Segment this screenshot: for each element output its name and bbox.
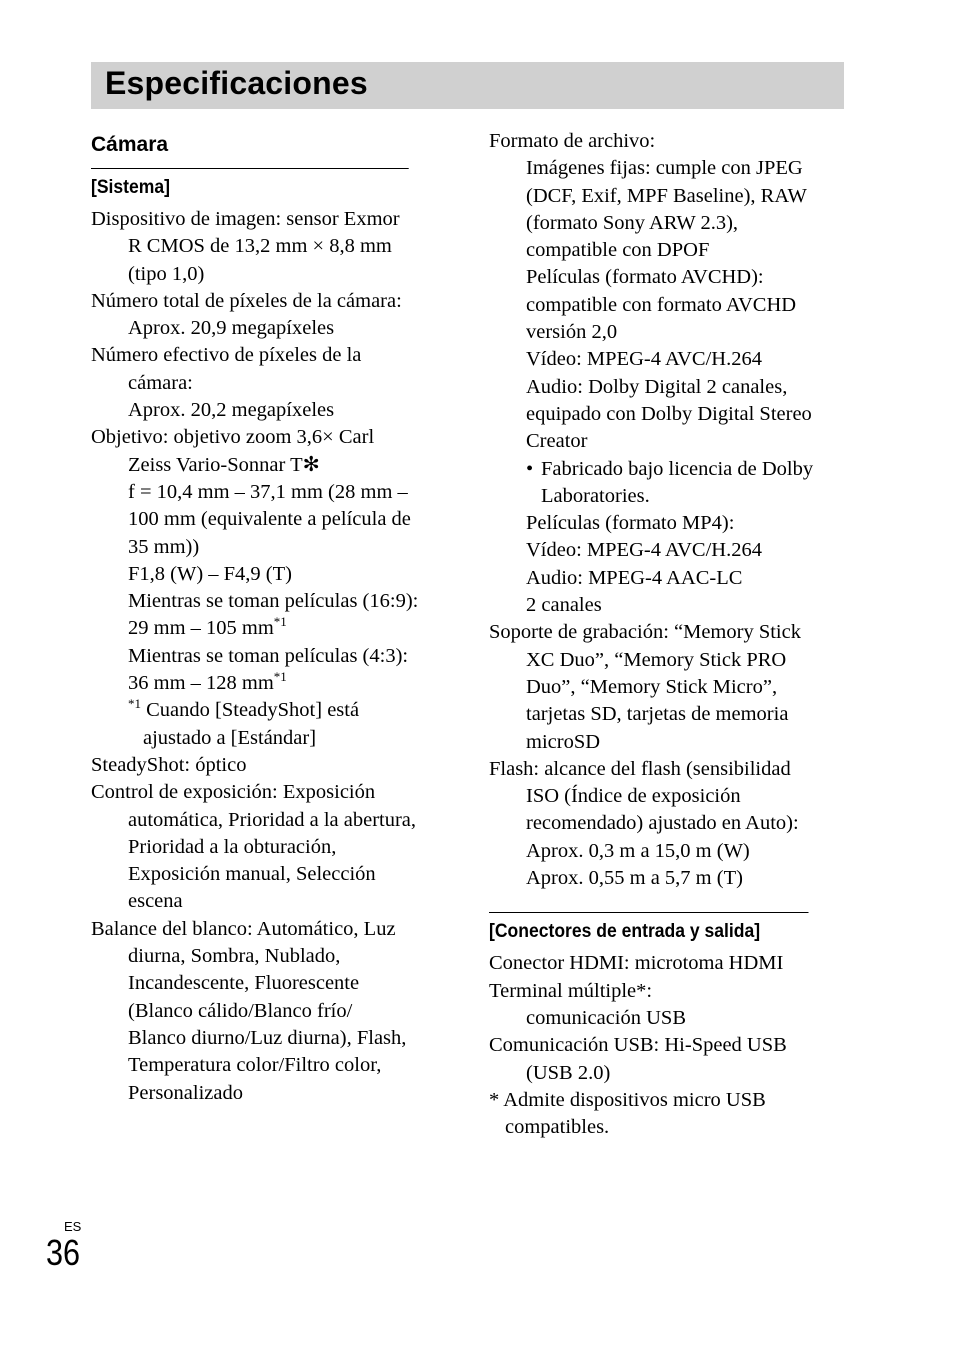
spec-text: comunicación USB	[526, 1006, 686, 1029]
spec-line	[489, 510, 844, 537]
spec-line	[489, 1060, 844, 1087]
spec-line	[489, 237, 844, 264]
spec-text: (formato Sony ARW 2.3),	[526, 211, 739, 234]
spec-text: Incandescente, Fluorescente	[128, 972, 360, 995]
spec-line	[489, 619, 844, 646]
spec-line	[91, 834, 444, 861]
spec-text: Cuando [SteadyShot] está	[141, 699, 360, 722]
spec-line	[91, 288, 444, 315]
spec-text: Vídeo: MPEG-4 AVC/H.264	[526, 348, 762, 371]
spec-text: Creator	[526, 430, 588, 453]
spec-line	[489, 950, 844, 977]
spec-line	[91, 970, 444, 997]
title-bar	[91, 62, 844, 109]
spec-text: Aprox. 0,3 m a 15,0 m (W)	[526, 839, 750, 862]
spec-text: diurna, Sombra, Nublado,	[128, 945, 341, 968]
spec-text: Objetivo: objetivo zoom 3,6× Carl	[91, 426, 375, 449]
spec-text: Número total de píxeles de la cámara:	[91, 289, 402, 312]
spec-text: Comunicación USB: Hi-Speed USB	[489, 1034, 787, 1057]
spec-line	[489, 537, 844, 564]
spec-text: R CMOS de 13,2 mm × 8,8 mm	[128, 235, 392, 258]
spec-text: 100 mm (equivalente a película de	[128, 508, 411, 531]
spec-line	[489, 319, 844, 346]
spec-line	[91, 452, 444, 479]
spec-text: 36 mm – 128 mm	[128, 672, 274, 695]
spec-line	[489, 701, 844, 728]
spec-line	[91, 534, 444, 561]
footnote-ref: *1	[273, 614, 287, 630]
spec-text: Aprox. 20,2 megapíxeles	[128, 399, 335, 422]
spec-line	[489, 483, 844, 510]
spec-text: Número efectivo de píxeles de la	[91, 344, 362, 367]
spec-text: escena	[128, 890, 183, 913]
spec-text: XC Duo”, “Memory Stick PRO	[526, 648, 787, 671]
spec-text: ISO (Índice de exposición	[526, 785, 741, 808]
bullet-icon: •	[526, 457, 534, 480]
spec-line	[489, 264, 844, 291]
spec-line	[489, 978, 844, 1005]
spec-text: compatible con formato AVCHD	[526, 293, 797, 316]
spec-line	[489, 1005, 844, 1032]
sistema-spec-list	[91, 206, 444, 1107]
spec-text: Fabricado bajo licencia de Dolby	[541, 457, 814, 480]
format-spec-list	[489, 128, 844, 892]
spec-text: Películas (formato MP4):	[526, 512, 735, 535]
spec-text: Vídeo: MPEG-4 AVC/H.264	[526, 539, 762, 562]
spec-line	[489, 838, 844, 865]
spec-line	[91, 916, 444, 943]
spec-text: Flash: alcance del flash (sensibilidad	[489, 757, 791, 780]
spec-line	[489, 401, 844, 428]
spec-text: microSD	[526, 730, 601, 753]
spec-text: 29 mm – 105 mm	[128, 617, 274, 640]
spec-line	[91, 233, 444, 260]
spec-line	[91, 506, 444, 533]
spec-line	[91, 943, 444, 970]
spec-line	[91, 998, 444, 1025]
spec-text: versión 2,0	[526, 321, 618, 344]
sistema-heading: [Sistema]	[91, 168, 409, 200]
spec-text: F1,8 (W) – F4,9 (T)	[128, 562, 292, 585]
spec-line	[91, 807, 444, 834]
spec-text: Imágenes fijas: cumple con JPEG	[526, 157, 803, 180]
spec-line	[91, 1025, 444, 1052]
spec-line	[91, 206, 444, 233]
spec-text: Laboratories.	[541, 484, 650, 507]
spec-line	[91, 643, 444, 670]
spec-text: * Admite dispositivos micro USB	[489, 1088, 766, 1111]
spec-line	[489, 674, 844, 701]
right-column	[489, 128, 844, 1141]
spec-text: Balance del blanco: Automático, Luz	[91, 917, 396, 940]
page-title: Especificaciones	[105, 65, 368, 101]
camera-heading: Cámara	[91, 133, 169, 156]
spec-text: Dispositivo de imagen: sensor Exmor	[91, 208, 400, 230]
spec-text: Prioridad a la obturación,	[128, 835, 337, 858]
spec-line	[91, 315, 444, 342]
spec-line	[489, 865, 844, 892]
spec-line	[91, 397, 444, 424]
spec-text: Aprox. 0,55 m a 5,7 m (T)	[526, 867, 743, 890]
spec-text: Duo”, “Memory Stick Micro”,	[526, 675, 778, 698]
spec-line	[489, 810, 844, 837]
spec-line	[489, 155, 844, 182]
spec-line	[91, 888, 444, 915]
spec-text: Aprox. 20,9 megapíxeles	[128, 317, 335, 340]
spec-text: automática, Prioridad a la abertura,	[128, 808, 417, 831]
spec-line	[489, 374, 844, 401]
spec-text: (tipo 1,0)	[128, 262, 205, 285]
spec-line	[489, 128, 844, 155]
spec-text: Soporte de grabación: “Memory Stick	[489, 621, 801, 644]
spec-line	[91, 261, 444, 288]
conectores-spec-list	[489, 950, 844, 1141]
spec-line	[91, 342, 444, 369]
conectores-heading: [Conectores de entrada y salida]	[489, 912, 809, 944]
spec-text: f = 10,4 mm – 37,1 mm (28 mm –	[128, 480, 408, 503]
spec-text: compatible con DPOF	[526, 239, 710, 262]
spec-line	[489, 1032, 844, 1059]
spec-line	[489, 292, 844, 319]
language-code: ES	[64, 1219, 82, 1234]
page-number: 36	[46, 1232, 81, 1273]
spec-line	[489, 756, 844, 783]
spec-text: Terminal múltiple*:	[489, 979, 653, 1002]
spec-text: equipado con Dolby Digital Stereo	[526, 402, 812, 425]
spec-text: cámara:	[128, 371, 193, 394]
spec-line	[91, 561, 444, 588]
spec-line	[489, 647, 844, 674]
spec-text: Personalizado	[128, 1081, 243, 1104]
spec-line	[91, 588, 444, 615]
spec-text: Formato de archivo:	[489, 130, 656, 152]
spec-line	[489, 428, 844, 455]
spec-line	[91, 370, 444, 397]
spec-line	[91, 1052, 444, 1079]
spec-text: Mientras se toman películas (4:3):	[128, 644, 409, 667]
spec-line	[91, 725, 444, 752]
spec-text: Mientras se toman películas (16:9):	[128, 590, 419, 613]
spec-text: compatibles.	[505, 1116, 610, 1139]
spec-line	[91, 861, 444, 888]
spec-line	[91, 424, 444, 451]
spec-text: 2 canales	[526, 594, 602, 617]
spec-text: Control de exposición: Exposición	[91, 781, 376, 804]
spec-text: Audio: MPEG-4 AAC-LC	[526, 566, 743, 589]
spec-line	[489, 210, 844, 237]
spec-text: (USB 2.0)	[526, 1061, 611, 1084]
spec-line	[489, 783, 844, 810]
spec-line	[489, 1087, 844, 1114]
spec-line	[489, 592, 844, 619]
spec-line	[489, 1114, 844, 1141]
spec-line	[91, 779, 444, 806]
spec-line	[489, 729, 844, 756]
spec-text: Conector HDMI: microtoma HDMI	[489, 952, 784, 975]
spec-line	[91, 697, 444, 724]
spec-line	[91, 1080, 444, 1107]
spec-text: Zeiss Vario-Sonnar T✻	[128, 453, 320, 476]
spec-text: Blanco diurno/Luz diurna), Flash,	[128, 1026, 407, 1049]
spec-text: (DCF, Exif, MPF Baseline), RAW	[526, 184, 807, 207]
spec-line	[91, 752, 444, 779]
spec-text: 35 mm))	[128, 535, 200, 558]
spec-line	[91, 615, 444, 642]
spec-text: SteadyShot: óptico	[91, 753, 247, 776]
spec-text: (Blanco cálido/Blanco frío/	[128, 999, 353, 1022]
spec-line	[91, 479, 444, 506]
spec-line	[91, 670, 444, 697]
spec-line	[489, 456, 844, 483]
spec-line	[489, 346, 844, 373]
spec-text: Temperatura color/Filtro color,	[128, 1054, 382, 1077]
spec-line	[489, 183, 844, 210]
spec-text: Exposición manual, Selección	[128, 863, 376, 886]
spec-text: ajustado a [Estándar]	[143, 726, 317, 749]
footnote-marker: *1	[128, 696, 141, 712]
spec-line	[489, 565, 844, 592]
spec-text: tarjetas SD, tarjetas de memoria	[526, 703, 789, 726]
spec-text: Películas (formato AVCHD):	[526, 266, 764, 289]
footnote-ref: *1	[273, 669, 287, 685]
spec-text: Audio: Dolby Digital 2 canales,	[526, 375, 788, 398]
spec-text: recomendado) ajustado en Auto):	[526, 812, 799, 835]
left-column	[91, 128, 444, 1107]
